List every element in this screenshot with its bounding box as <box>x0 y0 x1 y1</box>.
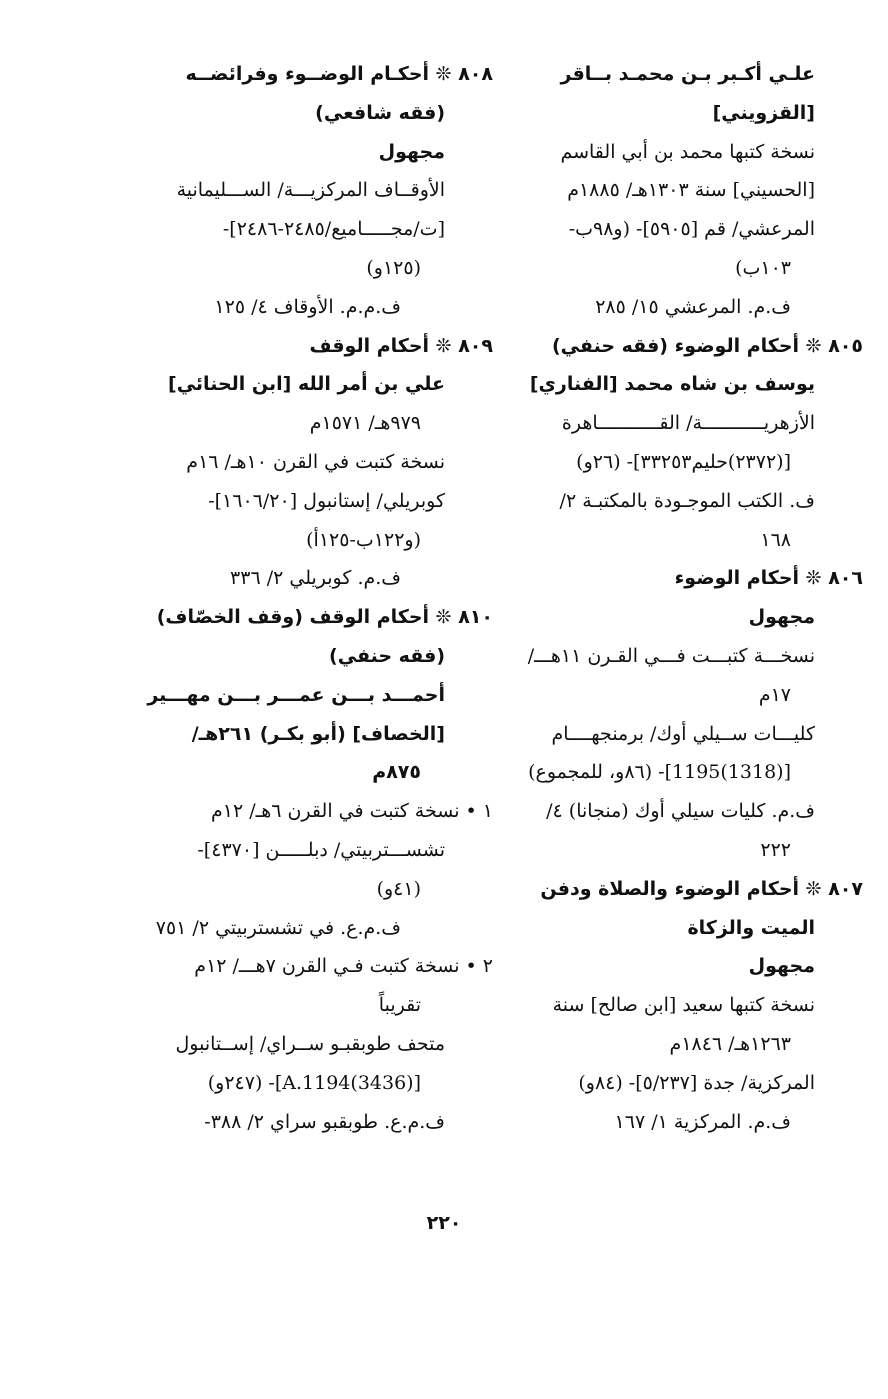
text-line: (فقه شافعي) <box>315 101 445 124</box>
text-line: [(3436)A.1194]- (٢٤٧و) <box>207 1071 421 1094</box>
text-line: [القزويني] <box>712 101 815 124</box>
text-line: ف.م. المركزية ١/ ١٦٧ <box>614 1110 791 1133</box>
text-line: (١٢٥و) <box>366 256 421 279</box>
text-line: متحف طوبقبـو ســراي/ إســتانبول <box>175 1032 445 1055</box>
text-line: مجهول <box>748 606 815 629</box>
text-line: ١٦٨ <box>760 528 791 551</box>
text-line: الأوقــاف المركزيـــة/ الســـليمانية <box>176 179 445 202</box>
text-line: أحمـــد بـــن عمـــر بـــن مهـــير <box>147 683 445 706</box>
entry-heading: ٨٠٨ ❊ أحكـام الوضــوء وفرائضــه <box>185 63 493 85</box>
text-line: ١ • نسخة كتبت في القرن ٦هـ/ ١٢م <box>211 800 493 823</box>
text-line: المرعشي/ قم [٥٩٠٥]- (و٩٨ب- <box>568 218 815 241</box>
text-line: تشســـتربيتي/ دبلـــــن [٤٣٧٠]- <box>197 838 445 861</box>
text-line: نسخة كتبت في القرن ١٠هـ/ ١٦م <box>186 450 445 473</box>
text-line: (٤١و) <box>376 877 421 900</box>
text-line: ١٢٦٣هـ/ ١٨٤٦م <box>669 1032 791 1055</box>
text-line: [الحسيني] سنة ١٣٠٣هـ/ ١٨٨٥م <box>567 179 815 202</box>
text-line: ف.م.ع. في تشستربيتي ٢/ ٧٥١ <box>155 916 401 939</box>
text-line: ف.م.ع. طوبقبو سراي ٢/ ٣٨٨- <box>204 1110 445 1133</box>
text-line: يوسف بن شاه محمد [الفناري] <box>529 373 815 396</box>
entry-heading: ٨٠٩ ❊ أحكام الوقف <box>309 334 493 357</box>
text-line: المركزية/ جدة [٥/٢٣٧]- (٨٤و) <box>578 1071 815 1094</box>
text-line: (فقه حنفي) <box>329 644 445 667</box>
entry-heading: ٨١٠ ❊ أحكام الوقف (وقف الخصّاف) <box>156 606 493 629</box>
text-line: ف. الكتب الموجـودة بالمكتبـة ٢/ <box>559 489 815 512</box>
page-number: ٢٢٠ <box>426 1212 462 1234</box>
entry-heading: ٨٠٦ ❊ أحكام الوضوء <box>674 567 863 590</box>
text-line: (و١٢٢ب-١٢٥أ) <box>306 528 421 551</box>
text-line: ٢٢٢ <box>760 838 791 861</box>
text-line: كوبريلي/ إستانبول [١٦٠٦/٢٠]- <box>208 489 445 512</box>
text-line: نسخـــة كتبـــت فـــي القـرن ١١هـــ/ <box>527 644 815 667</box>
text-line: ٨٧٥م <box>372 761 421 784</box>
text-line: مجهول <box>748 955 815 978</box>
entry-heading: ٨٠٧ ❊ أحكام الوضوء والصلاة ودفن <box>540 877 863 900</box>
text-line: نسخة كتبها محمد بن أبي القاسم <box>560 140 815 163</box>
text-line: علي بن أمر الله [ابن الحنائي] <box>168 373 445 396</box>
text-line: الأزهريـــــــــــة/ القـــــــــــاهرة <box>561 412 815 435</box>
left-column <box>95 55 493 1141</box>
text-line: تقريباً <box>378 994 421 1017</box>
entry-heading: ٨٠٥ ❊ أحكام الوضوء (فقه حنفي) <box>551 334 863 357</box>
text-line: ف.م. كليات سيلي أوك (منجانا) ٤/ <box>546 800 815 823</box>
text-line: [(٢٣٧٢)حليم٣٣٢٥٣]- (٢٦و) <box>576 450 791 473</box>
text-line: ١٧م <box>758 683 791 706</box>
text-line: علـي أكـبر بـن محمـد بــاقر <box>560 63 815 85</box>
text-line: [(1318)1195]- (٨٦و، للمجموع) <box>528 761 791 784</box>
text-line: ف.م.م. الأوقاف ٤/ ١٢٥ <box>214 295 401 318</box>
text-line: كليـــات ســيلي أوك/ برمنجهــــام <box>551 722 815 745</box>
text-line: الميت والزكاة <box>687 916 815 939</box>
text-line: ف.م. كوبريلي ٢/ ٣٣٦ <box>230 567 401 590</box>
text-line: ٢ • نسخة كتبت فـي القرن ٧هـــ/ ١٢م <box>194 955 493 978</box>
text-line: نسخة كتبها سعيد [ابن صالح] سنة <box>552 994 815 1017</box>
text-line: ف.م. المرعشي ١٥/ ٢٨٥ <box>595 295 791 318</box>
text-line: [ت/مجـــــاميع/٢٤٨٥-٢٤٨٦]- <box>222 218 445 241</box>
text-line: مجهول <box>378 140 445 163</box>
text-line: ١٠٣ب) <box>735 256 791 279</box>
text-line: ٩٧٩هـ/ ١٥٧١م <box>309 412 421 435</box>
right-column <box>470 55 863 1141</box>
text-line: [الخصاف] (أبو بكـر) ٢٦١هـ/ <box>191 722 445 745</box>
